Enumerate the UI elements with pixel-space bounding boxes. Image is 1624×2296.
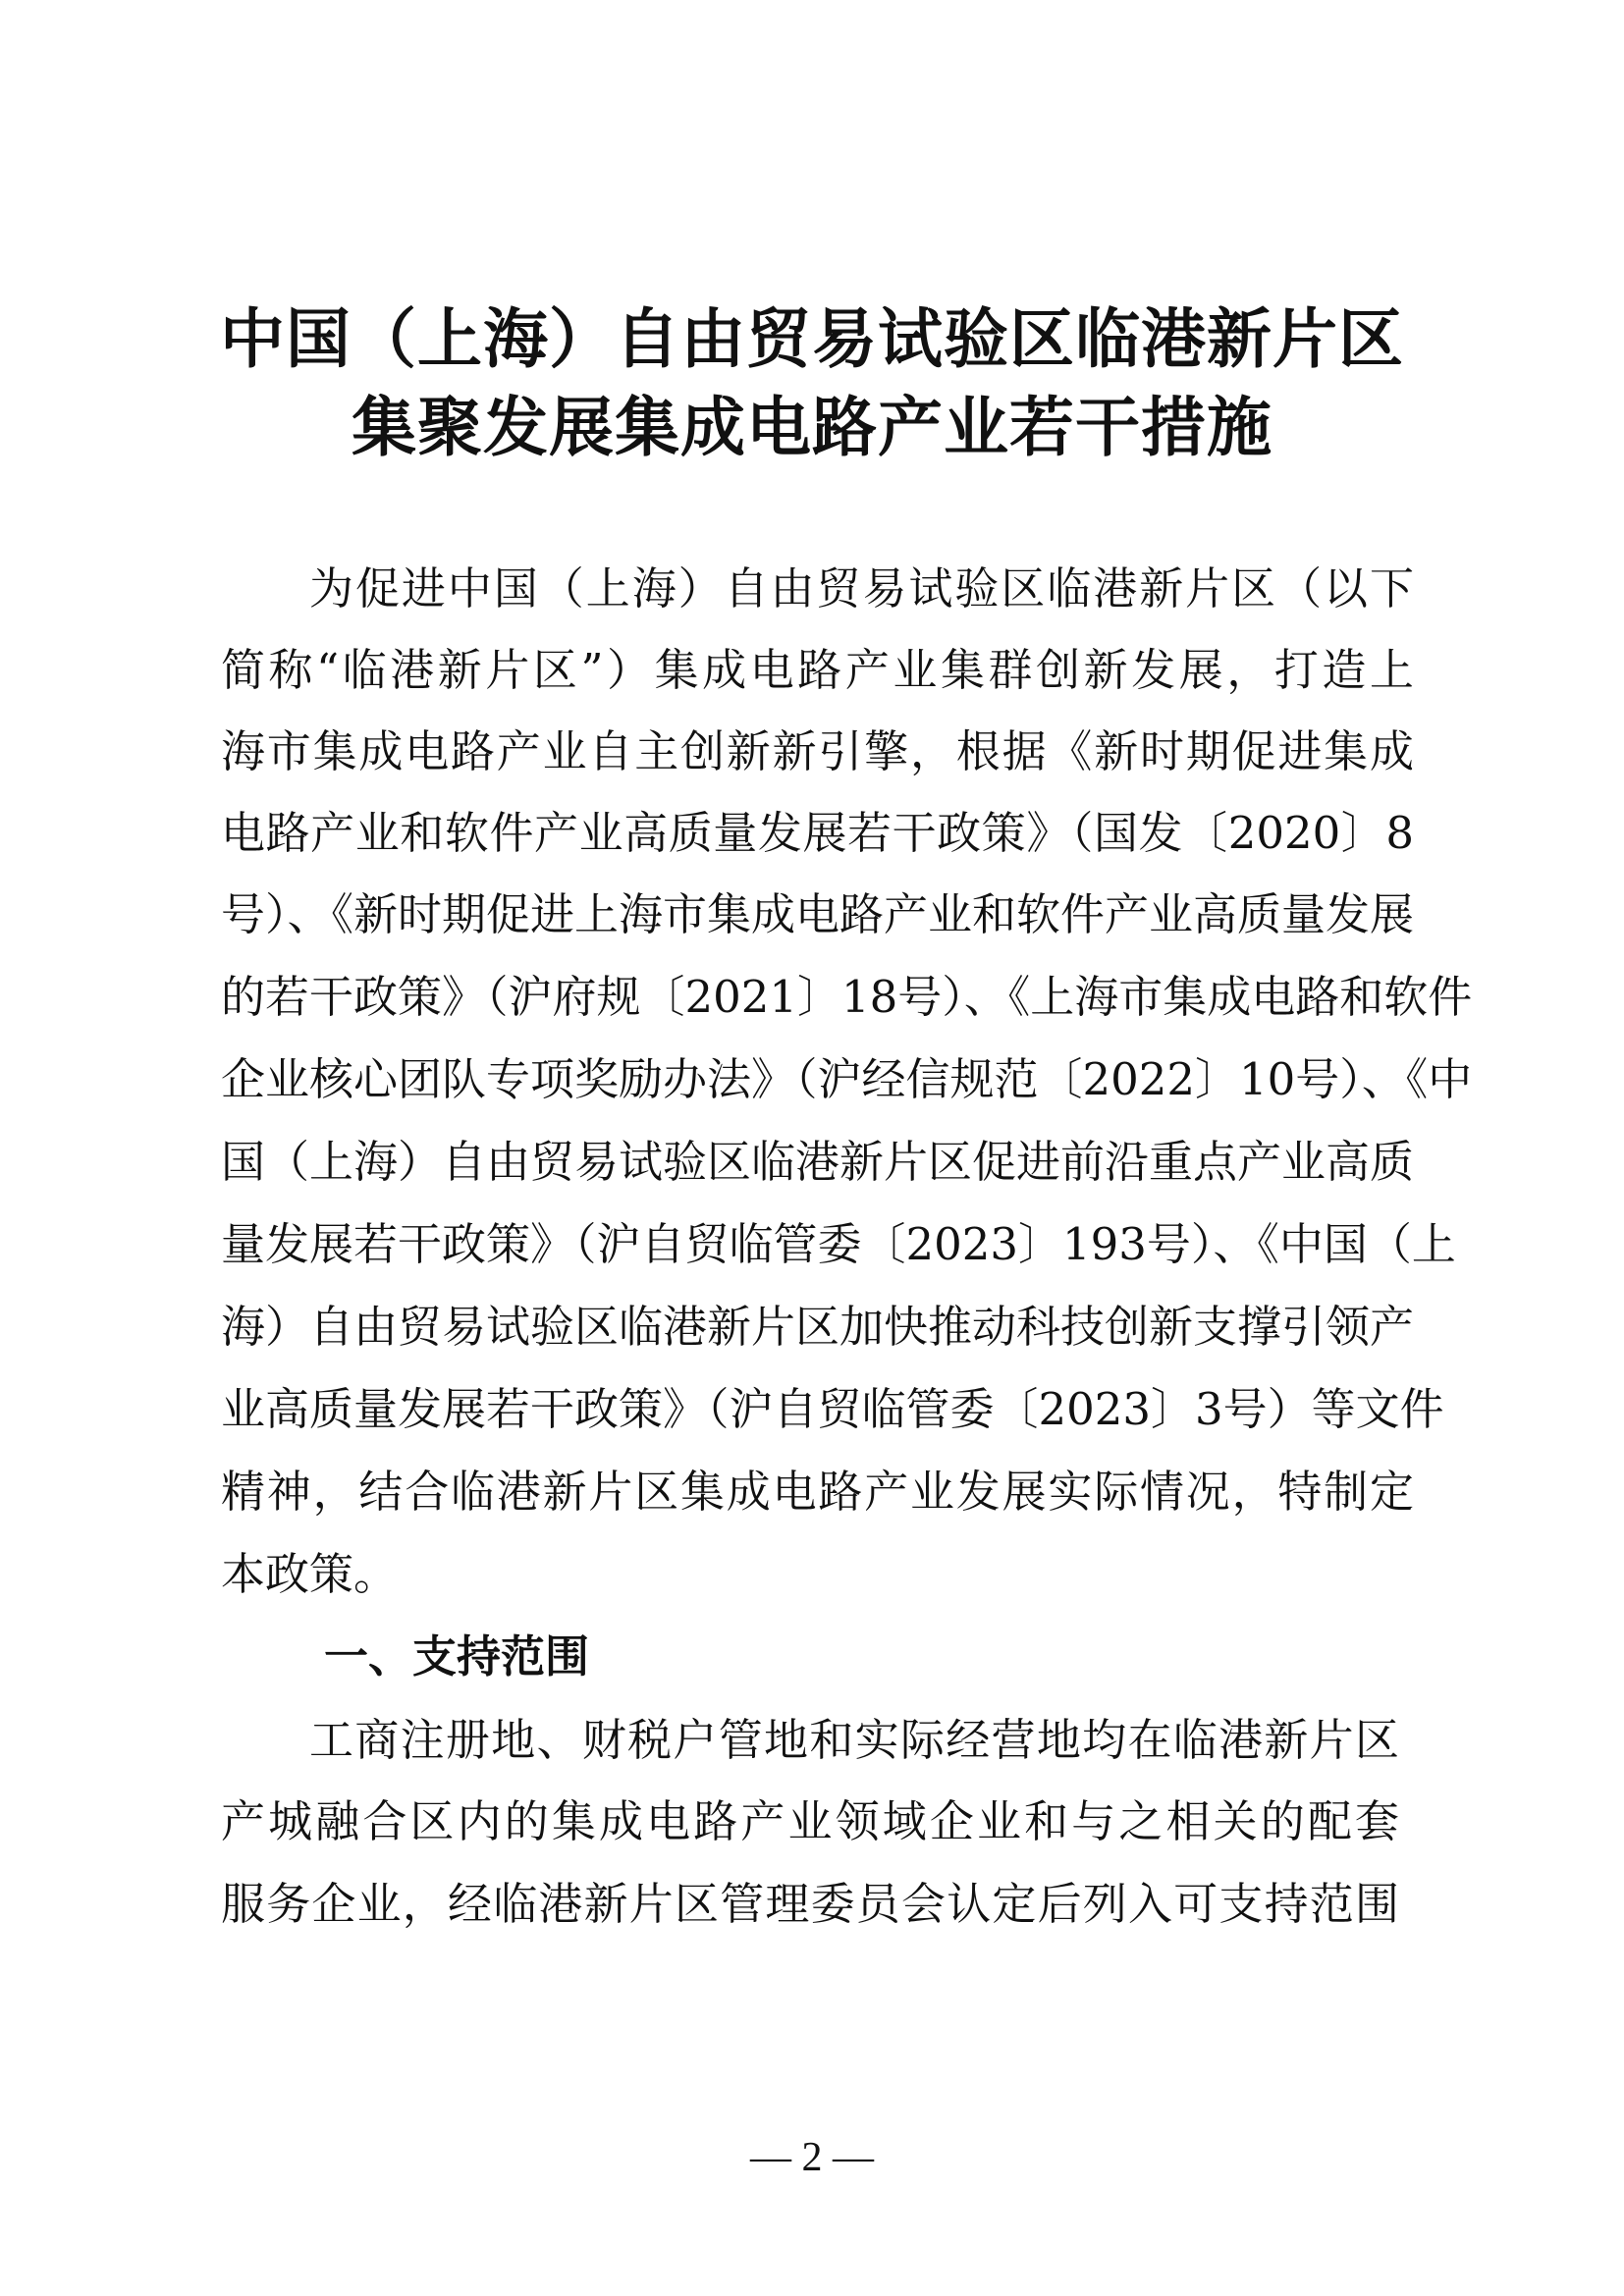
text-line: 电路产业和软件产业高质量发展若干政策》（国发〔2020〕8 — [221, 807, 1414, 859]
text-line: 服务企业，经临港新片区管理委员会认定后列入可支持范围 — [221, 1878, 1399, 1930]
text-line: 海）自由贸易试验区临港新片区加快推动科技创新支撑引领产 — [221, 1301, 1415, 1353]
text-line: 产城融合区内的集成电路产业领域企业和与之相关的配套 — [221, 1795, 1399, 1847]
text-line: 量发展若干政策》（沪自贸临管委〔2023〕193号）、《中国（上 — [221, 1218, 1456, 1270]
text-line: 简称“临港新片区”）集成电路产业集群创新发展，打造上 — [221, 644, 1414, 696]
title-line-1: 中国（上海）自由贸易试验区临港新片区 — [220, 300, 1404, 377]
text-line: 精神，结合临港新片区集成电路产业发展实际情况，特制定 — [221, 1466, 1414, 1518]
text-line: 为促进中国（上海）自由贸易试验区临港新片区（以下 — [309, 562, 1414, 614]
text-line: 号）、《新时期促进上海市集成电路产业和软件产业高质量发展 — [221, 888, 1415, 940]
text-line: 海市集成电路产业自主创新新引擎，根据《新时期促进集成 — [221, 725, 1414, 777]
text-line: 业高质量发展若干政策》（沪自贸临管委〔2023〕3号）等文件 — [221, 1383, 1444, 1435]
title-line-2: 集聚发展集成电路产业若干措施 — [352, 389, 1272, 465]
section-heading: 一、支持范围 — [324, 1630, 590, 1682]
text-line: 工商注册地、财税户管地和实际经营地均在临港新片区 — [309, 1714, 1399, 1766]
text-line: 企业核心团队专项奖励办法》（沪经信规范〔2022〕10号）、《中 — [221, 1053, 1473, 1105]
text-line: 本政策。 — [221, 1548, 399, 1600]
text-line: 的若干政策》（沪府规〔2021〕18号）、《上海市集成电路和软件 — [221, 971, 1473, 1023]
text-line: 国（上海）自由贸易试验区临港新片区促进前沿重点产业高质 — [221, 1136, 1415, 1188]
page-number: — 2 — — [750, 2135, 874, 2180]
